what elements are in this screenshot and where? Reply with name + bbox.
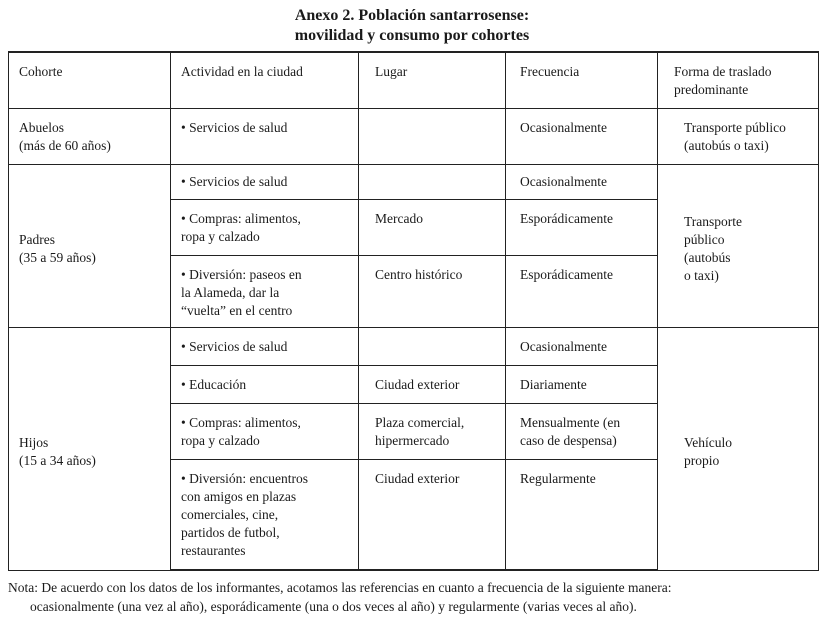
footnote-line-1: Nota: De acuerdo con los datos de los informantes, acotamos las referencias en cuanto a frecuencia de la siguiente manera:: [8, 580, 672, 595]
activity-cell: • Compras: alimentos, ropa y calzado: [171, 403, 359, 459]
cohort-cell: Hijos (15 a 34 años): [9, 327, 171, 570]
cohort-table: [8, 51, 819, 571]
transport-cell: Transporte público (autobús o taxi): [658, 164, 819, 327]
place-cell: Mercado: [359, 199, 506, 255]
header-cohort: Cohorte: [9, 52, 171, 108]
place-cell: [359, 164, 506, 199]
header-activity: Actividad en la ciudad: [171, 52, 359, 108]
cohort-cell: Abuelos (más de 60 años): [9, 108, 171, 164]
frequency-cell: Esporádicamente: [506, 199, 658, 255]
transport-cell: Transporte público (autobús o taxi): [658, 108, 819, 164]
header-place: Lugar: [359, 52, 506, 108]
footnote-line-2: ocasionalmente (una vez al año), esporádicamente (una o dos veces al año) y regularmente (varias veces al año).: [30, 599, 637, 614]
activity-cell: • Servicios de salud: [171, 108, 359, 164]
frequency-cell: Ocasionalmente: [506, 327, 658, 365]
table-row: [9, 108, 819, 164]
activity-cell: • Compras: alimentos, ropa y calzado: [171, 199, 359, 255]
frequency-cell: Mensualmente (en caso de despensa): [506, 403, 658, 459]
place-cell: [359, 108, 506, 164]
frequency-cell: Ocasionalmente: [506, 108, 658, 164]
transport-cell: Vehículo propio: [658, 327, 819, 570]
footnote: [8, 578, 820, 616]
frequency-cell: Regularmente: [506, 459, 658, 570]
table-row: [9, 164, 819, 199]
activity-cell: • Diversión: paseos en la Alameda, dar la “vuelta” en el centro: [171, 255, 359, 327]
place-cell: Ciudad exterior: [359, 459, 506, 570]
table-row: [9, 327, 819, 365]
table-title: Anexo 2. Población santarrosense: movilidad y consumo por cohortes: [294, 7, 530, 44]
place-cell: Ciudad exterior: [359, 365, 506, 403]
place-cell: [359, 327, 506, 365]
activity-cell: • Servicios de salud: [171, 164, 359, 199]
frequency-cell: Esporádicamente: [506, 255, 658, 327]
place-cell: Plaza comercial, hipermercado: [359, 403, 506, 459]
cohort-cell: Padres (35 a 59 años): [9, 164, 171, 327]
frequency-cell: Diariamente: [506, 365, 658, 403]
activity-cell: • Diversión: encuentros con amigos en plazas comerciales, cine, partidos de futbol, restaurantes: [171, 459, 359, 570]
activity-cell: • Servicios de salud: [171, 327, 359, 365]
frequency-cell: Ocasionalmente: [506, 164, 658, 199]
place-cell: Centro histórico: [359, 255, 506, 327]
header-transport: Forma de traslado predominante: [658, 52, 819, 108]
activity-cell: • Educación: [171, 365, 359, 403]
header-frequency: Frecuencia: [506, 52, 658, 108]
header-row: [9, 52, 819, 108]
